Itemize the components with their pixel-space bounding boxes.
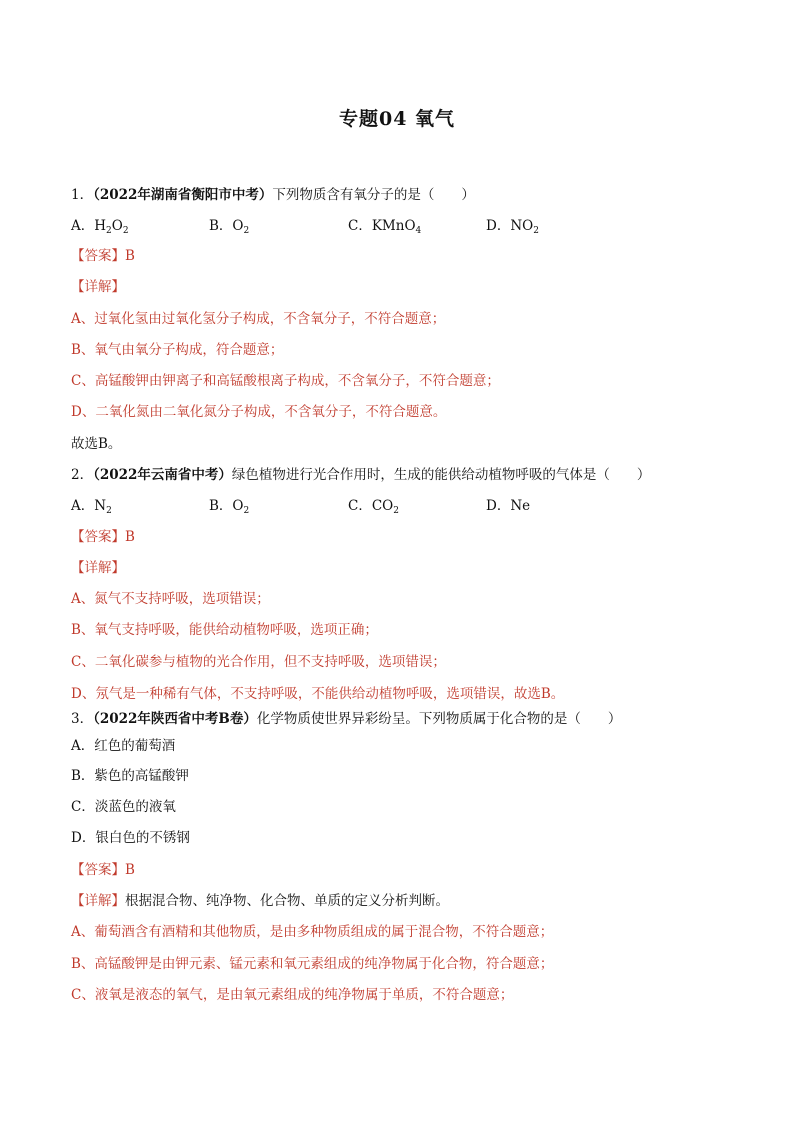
answer-tag: 【答案】 bbox=[71, 529, 125, 545]
answer-value: B bbox=[125, 862, 135, 878]
detail-item: A、过氧化氢由过氧化氢分子构成，不含氧分子，不符合题意； bbox=[71, 311, 446, 327]
question-text: 绿色植物进行光合作用时，生成的能供给动植物呼吸的气体是（ ） bbox=[231, 467, 651, 483]
detail-tag: 【详解】 bbox=[71, 560, 125, 576]
detail-item: A、氮气不支持呼吸，选项错误； bbox=[71, 591, 270, 607]
option-d: D．银白色的不锈钢 bbox=[71, 830, 190, 846]
answer-tag: 【答案】 bbox=[71, 862, 125, 878]
detail-item: B、高锰酸钾是由钾元素、锰元素和氧元素组成的纯净物属于化合物，符合题意； bbox=[71, 956, 554, 972]
question-source: （2022年湖南省衡阳市中考） bbox=[93, 187, 273, 203]
answer-line bbox=[71, 528, 135, 546]
answer-line bbox=[71, 247, 135, 265]
question-number: 1． bbox=[71, 187, 94, 203]
question-source: （2022年陕西省中考B卷） bbox=[93, 711, 257, 727]
question-1-stem bbox=[71, 186, 475, 204]
conclusion: 故选B。 bbox=[71, 436, 122, 452]
option-c: C．$CO_2$ bbox=[348, 498, 399, 516]
question-source: （2022年云南省中考） bbox=[93, 467, 232, 483]
option-d: D．$NO_2$ bbox=[486, 218, 539, 236]
detail-item: C、二氧化碳参与植物的光合作用，但不支持呼吸，选项错误； bbox=[71, 654, 446, 670]
answer-line bbox=[71, 861, 135, 879]
detail-item: C、液氧是液态的氧气，是由氧元素组成的纯净物属于单质，不符合题意； bbox=[71, 987, 514, 1003]
option-b: B．$O_2$ bbox=[209, 498, 250, 516]
question-number: 3． bbox=[71, 711, 94, 727]
option-c: C．淡蓝色的液氧 bbox=[71, 799, 176, 815]
question-text: 下列物质含有氧分子的是（ ） bbox=[272, 187, 475, 203]
detail-tag: 【详解】 bbox=[71, 279, 125, 295]
answer-value: B bbox=[125, 529, 135, 545]
option-a: A．$H_2O_2$ bbox=[71, 218, 129, 236]
detail-tag: 【详解】 bbox=[71, 893, 125, 909]
option-c: C．KMnO$_4$ bbox=[348, 218, 422, 236]
option-a: A．$N_2$ bbox=[71, 498, 112, 516]
question-number: 2． bbox=[71, 467, 94, 483]
question-3-stem bbox=[71, 710, 621, 728]
detail-intro-line bbox=[71, 892, 449, 910]
question-2-stem bbox=[71, 466, 650, 484]
answer-value: B bbox=[125, 248, 135, 264]
detail-intro: 根据混合物、纯净物、化合物、单质的定义分析判断。 bbox=[125, 893, 449, 909]
answer-tag: 【答案】 bbox=[71, 248, 125, 264]
option-a: A．红色的葡萄酒 bbox=[71, 738, 176, 754]
detail-item: B、氧气由氧分子构成，符合题意； bbox=[71, 342, 284, 358]
question-text: 化学物质使世界异彩纷呈。下列物质属于化合物的是（ ） bbox=[256, 711, 622, 727]
detail-tag-line bbox=[71, 559, 125, 577]
detail-item: B、氧气支持呼吸，能供给动植物呼吸，选项正确； bbox=[71, 622, 378, 638]
option-b: B．紫色的高锰酸钾 bbox=[71, 768, 189, 784]
option-b: B．$O_2$ bbox=[209, 218, 250, 236]
option-d: D．Ne bbox=[486, 498, 531, 514]
detail-item: A、葡萄酒含有酒精和其他物质，是由多种物质组成的属于混合物，不符合题意； bbox=[71, 924, 554, 940]
page-title: 专题04 氧气 bbox=[338, 108, 456, 130]
detail-item: D、氖气是一种稀有气体，不支持呼吸，不能供给动植物呼吸，选项错误，故选B。 bbox=[71, 686, 565, 702]
detail-tag-line bbox=[71, 278, 125, 296]
detail-item: D、二氧化氮由二氧化氮分子构成，不含氧分子，不符合题意。 bbox=[71, 404, 447, 420]
detail-item: C、高锰酸钾由钾离子和高锰酸根离子构成，不含氧分子，不符合题意； bbox=[71, 373, 500, 389]
